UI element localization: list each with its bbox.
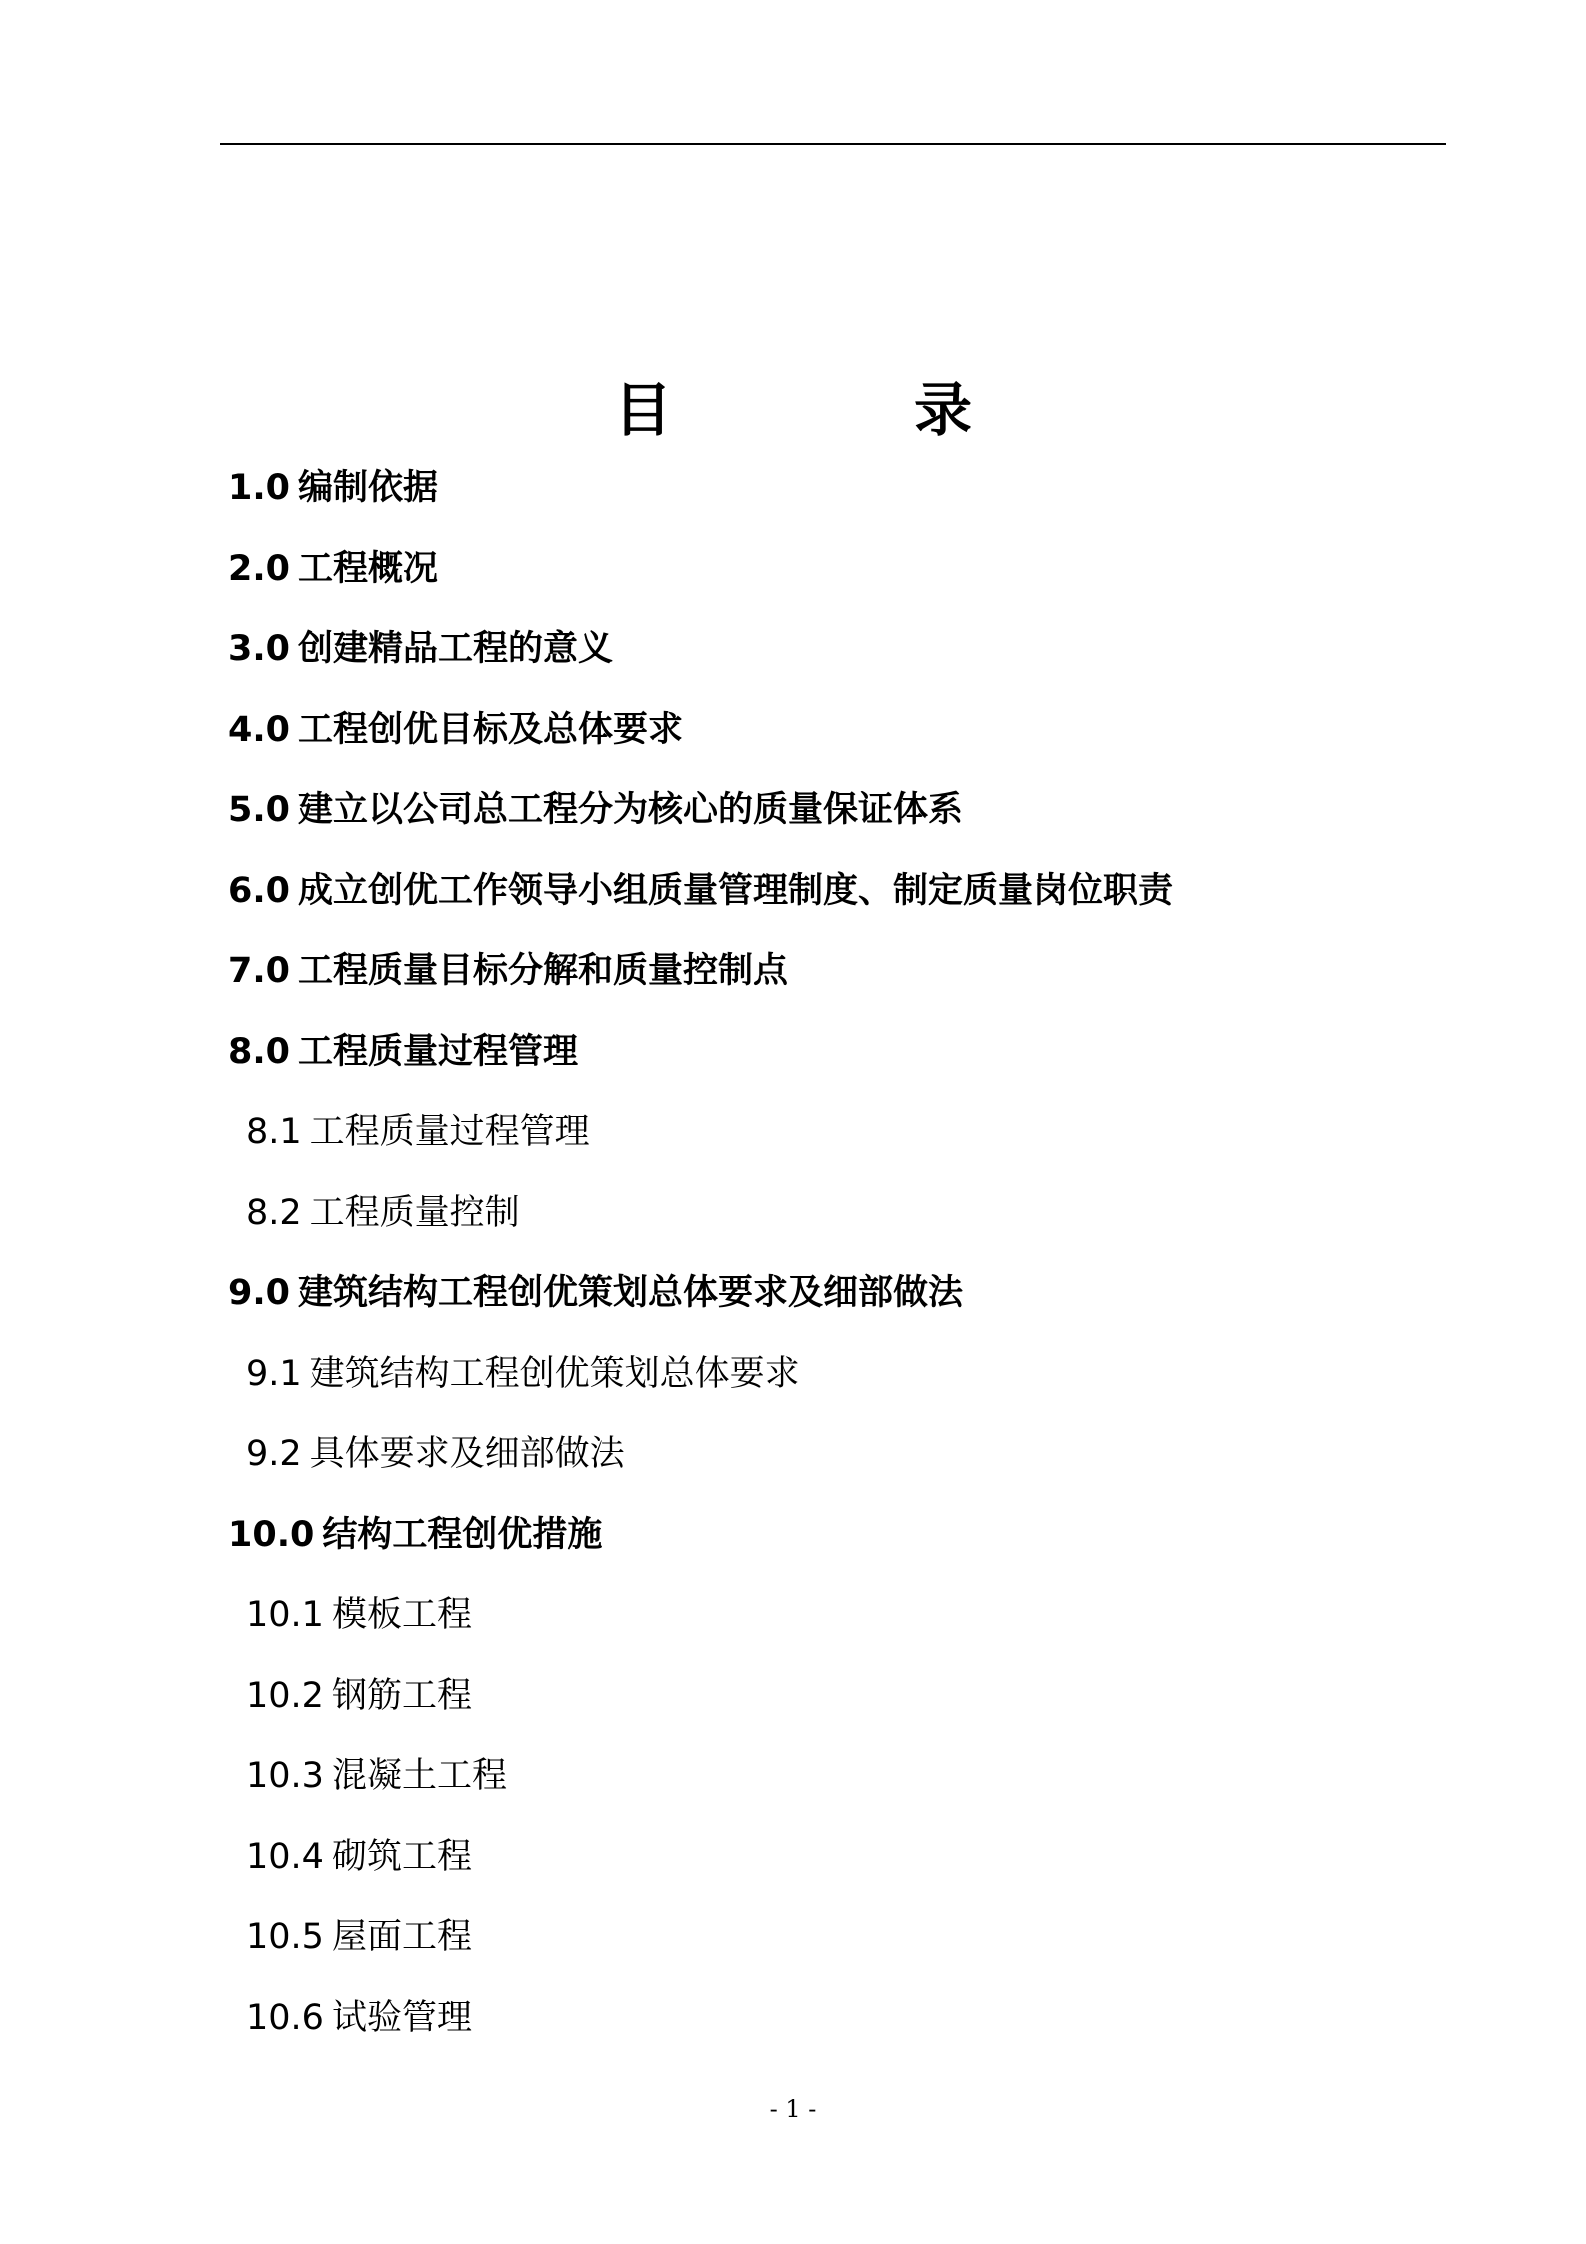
toc-entry-number: 9.2 bbox=[246, 1434, 302, 1474]
toc-entry-number: 7.0 bbox=[228, 951, 291, 991]
toc-entry-text: 建筑结构工程创优策划总体要求及细部做法 bbox=[298, 1273, 964, 1313]
toc-entry-text: 建立以公司总工程分为核心的质量保证体系 bbox=[298, 790, 964, 830]
toc-entry-text: 工程质量目标分解和质量控制点 bbox=[298, 951, 789, 991]
toc-entry-number: 6.0 bbox=[228, 870, 291, 911]
toc-entry[interactable] bbox=[228, 941, 1173, 1022]
toc-entry-number: 10.2 bbox=[246, 1675, 324, 1716]
toc-title: 目 录 bbox=[613, 376, 1064, 444]
toc-entry[interactable] bbox=[228, 1907, 1173, 1988]
toc-entry-text: 工程创优目标及总体要求 bbox=[298, 709, 684, 750]
toc-entry[interactable] bbox=[228, 1505, 1173, 1586]
toc-entry-number: 10.5 bbox=[246, 1917, 324, 1957]
toc-entry[interactable] bbox=[228, 1827, 1173, 1908]
toc-entry-number: 9.0 bbox=[228, 1273, 291, 1313]
toc-entry-text: 钢筋工程 bbox=[331, 1675, 472, 1716]
toc-entry-text: 成立创优工作领导小组质量管理制度、制定质量岗位职责 bbox=[298, 870, 1174, 911]
toc-entry-number: 5.0 bbox=[228, 790, 291, 830]
toc-entry[interactable] bbox=[228, 1102, 1173, 1183]
toc-entry-number: 1.0 bbox=[228, 468, 291, 508]
toc-entry[interactable] bbox=[228, 780, 1173, 861]
toc-entry-number: 10.6 bbox=[246, 1997, 324, 2038]
toc-entry[interactable] bbox=[228, 1022, 1173, 1103]
toc-entry-text: 具体要求及细部做法 bbox=[309, 1434, 625, 1474]
toc-entry[interactable] bbox=[228, 458, 1173, 539]
toc-entry-text: 试验管理 bbox=[331, 1997, 472, 2038]
toc-entry-text: 结构工程创优措施 bbox=[322, 1514, 603, 1555]
toc-entry[interactable] bbox=[228, 1585, 1173, 1666]
toc-entry[interactable] bbox=[228, 1344, 1173, 1425]
toc-entry-text: 模板工程 bbox=[331, 1595, 472, 1635]
toc-entry[interactable] bbox=[228, 539, 1173, 620]
toc-entry[interactable] bbox=[228, 1424, 1173, 1505]
toc-entry-number: 8.2 bbox=[246, 1192, 302, 1233]
toc-entry-number: 9.1 bbox=[246, 1353, 302, 1394]
toc-entry[interactable] bbox=[228, 861, 1173, 942]
toc-entry-text: 编制依据 bbox=[298, 468, 439, 508]
toc-entry-text: 创建精品工程的意义 bbox=[298, 629, 614, 669]
toc-entry-number: 10.1 bbox=[246, 1595, 324, 1635]
toc-entry-number: 10.0 bbox=[228, 1514, 315, 1555]
toc-entry[interactable] bbox=[228, 1988, 1173, 2069]
toc-entry-number: 4.0 bbox=[228, 709, 291, 750]
toc-entry-text: 工程质量过程管理 bbox=[309, 1112, 590, 1152]
toc-entry-text: 砌筑工程 bbox=[331, 1836, 472, 1877]
toc-entry[interactable] bbox=[228, 700, 1173, 781]
toc-entry-text: 混凝土工程 bbox=[331, 1756, 507, 1796]
toc-entry-text: 工程质量控制 bbox=[309, 1192, 520, 1233]
toc-entry-number: 10.4 bbox=[246, 1836, 324, 1877]
toc-entry-number: 8.1 bbox=[246, 1112, 302, 1152]
toc-entry-number: 2.0 bbox=[228, 548, 291, 589]
toc-entry[interactable] bbox=[228, 1666, 1173, 1747]
toc-entry-text: 建筑结构工程创优策划总体要求 bbox=[309, 1353, 800, 1394]
toc-list bbox=[228, 458, 1173, 2068]
toc-entry[interactable] bbox=[228, 619, 1173, 700]
toc-entry-number: 3.0 bbox=[228, 629, 291, 669]
toc-entry-text: 屋面工程 bbox=[331, 1917, 472, 1957]
toc-entry[interactable] bbox=[228, 1183, 1173, 1264]
header-rule bbox=[220, 143, 1446, 145]
page-number: - 1 - bbox=[769, 2095, 817, 2123]
toc-entry-text: 工程概况 bbox=[298, 548, 439, 589]
toc-entry-text: 工程质量过程管理 bbox=[298, 1031, 579, 1072]
toc-entry-number: 10.3 bbox=[246, 1756, 324, 1796]
toc-entry[interactable] bbox=[228, 1263, 1173, 1344]
toc-entry-number: 8.0 bbox=[228, 1031, 291, 1072]
toc-entry[interactable] bbox=[228, 1746, 1173, 1827]
